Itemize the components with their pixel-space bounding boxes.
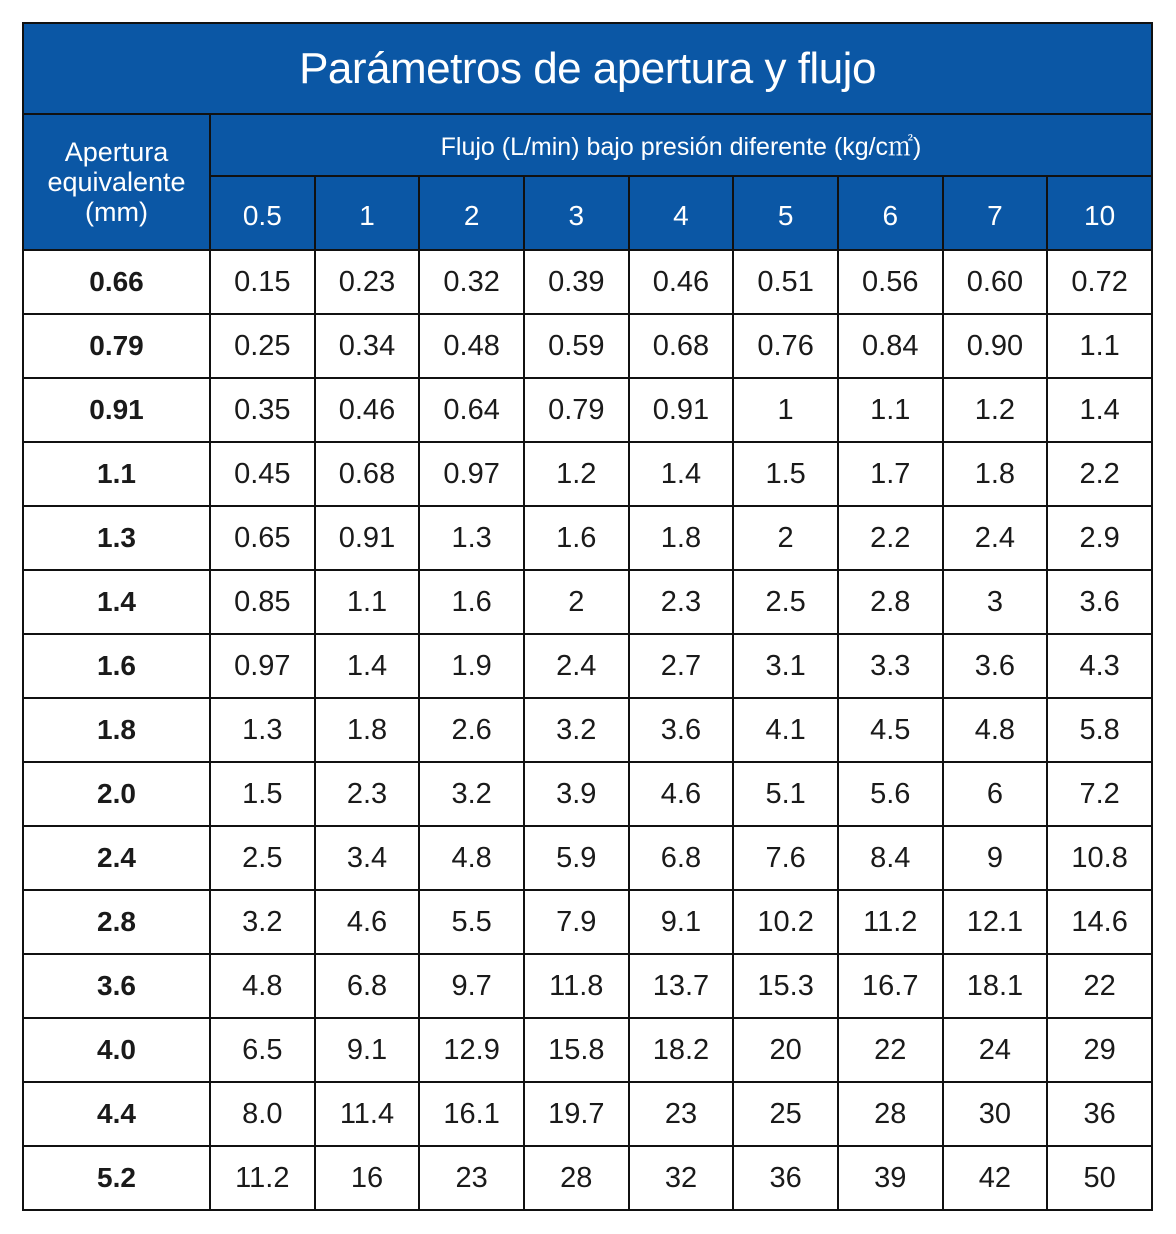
flow-value-cell: 3.6: [629, 698, 734, 762]
table-row: [23, 634, 1152, 698]
flow-value-cell: 6.5: [210, 1018, 315, 1082]
flow-value-cell: 3.2: [419, 762, 524, 826]
flow-value-cell: 20: [733, 1018, 838, 1082]
flow-value-cell: 1.1: [1047, 314, 1152, 378]
flow-value-cell: 3.2: [210, 890, 315, 954]
flow-value-cell: 14.6: [1047, 890, 1152, 954]
flow-value-cell: 11.4: [315, 1082, 420, 1146]
flow-value-cell: 9.7: [419, 954, 524, 1018]
flow-value-cell: 1.4: [315, 634, 420, 698]
flow-value-cell: 2: [733, 506, 838, 570]
flow-value-cell: 23: [419, 1146, 524, 1210]
flow-value-cell: 1.7: [838, 442, 943, 506]
aperture-cell: 3.6: [23, 954, 210, 1018]
flow-value-cell: 2.4: [524, 634, 629, 698]
flow-value-cell: 1.8: [943, 442, 1048, 506]
flow-value-cell: 1.9: [419, 634, 524, 698]
flow-value-cell: 2.9: [1047, 506, 1152, 570]
flow-value-cell: 1.4: [629, 442, 734, 506]
flow-value-cell: 0.34: [315, 314, 420, 378]
flow-value-cell: 32: [629, 1146, 734, 1210]
flow-value-cell: 6: [943, 762, 1048, 826]
flow-value-cell: 7.9: [524, 890, 629, 954]
flow-value-cell: 3.6: [943, 634, 1048, 698]
flow-value-cell: 1.1: [315, 570, 420, 634]
flow-value-cell: 1.6: [419, 570, 524, 634]
flow-value-cell: 6.8: [629, 826, 734, 890]
flow-value-cell: 12.1: [943, 890, 1048, 954]
flow-value-cell: 18.1: [943, 954, 1048, 1018]
pressure-header-cell: 1: [315, 176, 420, 250]
flow-value-cell: 22: [1047, 954, 1152, 1018]
flow-value-cell: 10.8: [1047, 826, 1152, 890]
flow-value-cell: 0.97: [210, 634, 315, 698]
flow-value-cell: 5.9: [524, 826, 629, 890]
flow-value-cell: 0.46: [315, 378, 420, 442]
title-row: [23, 23, 1152, 114]
table-body: [23, 250, 1152, 1210]
pressure-header-cell: 5: [733, 176, 838, 250]
flow-value-cell: 0.65: [210, 506, 315, 570]
flow-value-cell: 0.85: [210, 570, 315, 634]
flow-value-cell: 28: [838, 1082, 943, 1146]
table-row: [23, 1146, 1152, 1210]
flow-value-cell: 7.6: [733, 826, 838, 890]
flow-value-cell: 9: [943, 826, 1048, 890]
aperture-cell: 1.6: [23, 634, 210, 698]
flow-value-cell: 2.5: [210, 826, 315, 890]
aperture-cell: 4.4: [23, 1082, 210, 1146]
flow-value-cell: 0.15: [210, 250, 315, 314]
aperture-cell: 2.4: [23, 826, 210, 890]
flow-value-cell: 23: [629, 1082, 734, 1146]
flow-value-cell: 0.35: [210, 378, 315, 442]
flow-value-cell: 3.6: [1047, 570, 1152, 634]
flow-value-cell: 2.3: [315, 762, 420, 826]
flow-value-cell: 3.4: [315, 826, 420, 890]
flow-value-cell: 1: [733, 378, 838, 442]
flow-value-cell: 0.84: [838, 314, 943, 378]
flow-value-cell: 15.3: [733, 954, 838, 1018]
flow-value-cell: 1.4: [1047, 378, 1152, 442]
pressure-header-cell: 4: [629, 176, 734, 250]
table-row: [23, 826, 1152, 890]
table-row: [23, 698, 1152, 762]
flow-value-cell: 2.8: [838, 570, 943, 634]
flow-value-cell: 0.97: [419, 442, 524, 506]
table-row: [23, 890, 1152, 954]
flow-value-cell: 2.2: [1047, 442, 1152, 506]
flow-value-cell: 28: [524, 1146, 629, 1210]
flow-value-cell: 11.2: [210, 1146, 315, 1210]
flow-value-cell: 15.8: [524, 1018, 629, 1082]
flow-value-cell: 4.8: [943, 698, 1048, 762]
aperture-header-line: equivalente: [47, 167, 186, 197]
flow-value-cell: 1.2: [943, 378, 1048, 442]
table-row: [23, 378, 1152, 442]
aperture-cell: 0.91: [23, 378, 210, 442]
table-row: [23, 506, 1152, 570]
flow-value-cell: 0.64: [419, 378, 524, 442]
aperture-cell: 5.2: [23, 1146, 210, 1210]
flow-value-cell: 0.68: [629, 314, 734, 378]
table-row: [23, 954, 1152, 1018]
flow-value-cell: 3.1: [733, 634, 838, 698]
flow-value-cell: 36: [733, 1146, 838, 1210]
flow-value-cell: 0.51: [733, 250, 838, 314]
flow-value-cell: 2.2: [838, 506, 943, 570]
aperture-cell: 2.0: [23, 762, 210, 826]
flow-value-cell: 4.1: [733, 698, 838, 762]
aperture-cell: 0.66: [23, 250, 210, 314]
flow-value-cell: 19.7: [524, 1082, 629, 1146]
flow-value-cell: 9.1: [629, 890, 734, 954]
flow-value-cell: 1.1: [838, 378, 943, 442]
flow-value-cell: 6.8: [315, 954, 420, 1018]
pressure-header-cell: 6: [838, 176, 943, 250]
flow-value-cell: 0.68: [315, 442, 420, 506]
pressure-header-cell: 0.5: [210, 176, 315, 250]
flow-value-cell: 42: [943, 1146, 1048, 1210]
flow-value-cell: 2.5: [733, 570, 838, 634]
flow-value-cell: 4.8: [419, 826, 524, 890]
flow-value-cell: 16.1: [419, 1082, 524, 1146]
aperture-cell: 0.79: [23, 314, 210, 378]
flow-value-cell: 0.59: [524, 314, 629, 378]
flow-value-cell: 36: [1047, 1082, 1152, 1146]
flow-value-cell: 1.8: [629, 506, 734, 570]
flow-value-cell: 4.3: [1047, 634, 1152, 698]
aperture-cell: 1.8: [23, 698, 210, 762]
flow-value-cell: 0.79: [524, 378, 629, 442]
flow-value-cell: 8.4: [838, 826, 943, 890]
aperture-header-line: (mm): [85, 197, 148, 227]
group-header-row: [23, 114, 1152, 176]
table-row: [23, 250, 1152, 314]
table-row: [23, 1082, 1152, 1146]
flow-value-cell: 3.3: [838, 634, 943, 698]
flow-value-cell: 1.5: [733, 442, 838, 506]
flow-value-cell: 0.90: [943, 314, 1048, 378]
table-row: [23, 1018, 1152, 1082]
pressure-header-cell: 2: [419, 176, 524, 250]
table-title: Parámetros de apertura y flujo: [23, 23, 1152, 114]
flow-value-cell: 3: [943, 570, 1048, 634]
table-row: [23, 442, 1152, 506]
flow-value-cell: 39: [838, 1146, 943, 1210]
flow-value-cell: 4.6: [629, 762, 734, 826]
flow-value-cell: 25: [733, 1082, 838, 1146]
flow-value-cell: 2: [524, 570, 629, 634]
flow-value-cell: 0.91: [629, 378, 734, 442]
flow-value-cell: 4.5: [838, 698, 943, 762]
flow-value-cell: 10.2: [733, 890, 838, 954]
flow-value-cell: 29: [1047, 1018, 1152, 1082]
flow-value-cell: 5.6: [838, 762, 943, 826]
flow-value-cell: 0.45: [210, 442, 315, 506]
flow-value-cell: 1.6: [524, 506, 629, 570]
flow-value-cell: 4.6: [315, 890, 420, 954]
flow-value-cell: 3.9: [524, 762, 629, 826]
flow-value-cell: 22: [838, 1018, 943, 1082]
flow-value-cell: 2.7: [629, 634, 734, 698]
flow-value-cell: 4.8: [210, 954, 315, 1018]
aperture-flow-table: [22, 22, 1153, 1211]
table-row: [23, 762, 1152, 826]
aperture-column-header: [23, 114, 210, 250]
flow-value-cell: 1.2: [524, 442, 629, 506]
flow-value-cell: 13.7: [629, 954, 734, 1018]
aperture-cell: 1.1: [23, 442, 210, 506]
flow-value-cell: 50: [1047, 1146, 1152, 1210]
flow-value-cell: 0.23: [315, 250, 420, 314]
flow-value-cell: 0.56: [838, 250, 943, 314]
flow-value-cell: 3.2: [524, 698, 629, 762]
flow-value-cell: 12.9: [419, 1018, 524, 1082]
flow-value-cell: 9.1: [315, 1018, 420, 1082]
aperture-cell: 4.0: [23, 1018, 210, 1082]
flow-value-cell: 5.1: [733, 762, 838, 826]
pressure-header-cell: 3: [524, 176, 629, 250]
flow-value-cell: 0.25: [210, 314, 315, 378]
flow-value-cell: 1.5: [210, 762, 315, 826]
flow-value-cell: 0.48: [419, 314, 524, 378]
flow-value-cell: 1.3: [210, 698, 315, 762]
flow-value-cell: 5.8: [1047, 698, 1152, 762]
flow-value-cell: 18.2: [629, 1018, 734, 1082]
flow-value-cell: 0.60: [943, 250, 1048, 314]
flow-value-cell: 11.8: [524, 954, 629, 1018]
flow-value-cell: 11.2: [838, 890, 943, 954]
flow-value-cell: 2.6: [419, 698, 524, 762]
flow-value-cell: 5.5: [419, 890, 524, 954]
table-row: [23, 314, 1152, 378]
flow-value-cell: 30: [943, 1082, 1048, 1146]
table-row: [23, 570, 1152, 634]
flow-value-cell: 1.8: [315, 698, 420, 762]
aperture-cell: 1.4: [23, 570, 210, 634]
flow-value-cell: 0.91: [315, 506, 420, 570]
flow-value-cell: 0.76: [733, 314, 838, 378]
flow-value-cell: 2.3: [629, 570, 734, 634]
flow-value-cell: 8.0: [210, 1082, 315, 1146]
flow-value-cell: 7.2: [1047, 762, 1152, 826]
aperture-cell: 2.8: [23, 890, 210, 954]
flow-value-cell: 1.3: [419, 506, 524, 570]
aperture-header-line: Apertura: [64, 137, 169, 167]
flow-value-cell: 2.4: [943, 506, 1048, 570]
aperture-cell: 1.3: [23, 506, 210, 570]
flow-value-cell: 16.7: [838, 954, 943, 1018]
flow-value-cell: 0.46: [629, 250, 734, 314]
flow-value-cell: 16: [315, 1146, 420, 1210]
flow-group-header: Flujo (L/min) bajo presión diferente (kg/c㎡): [210, 114, 1152, 176]
flow-value-cell: 0.72: [1047, 250, 1152, 314]
flow-value-cell: 24: [943, 1018, 1048, 1082]
pressure-header-cell: 7: [943, 176, 1048, 250]
pressure-header-cell: 10: [1047, 176, 1152, 250]
flow-value-cell: 0.32: [419, 250, 524, 314]
flow-value-cell: 0.39: [524, 250, 629, 314]
